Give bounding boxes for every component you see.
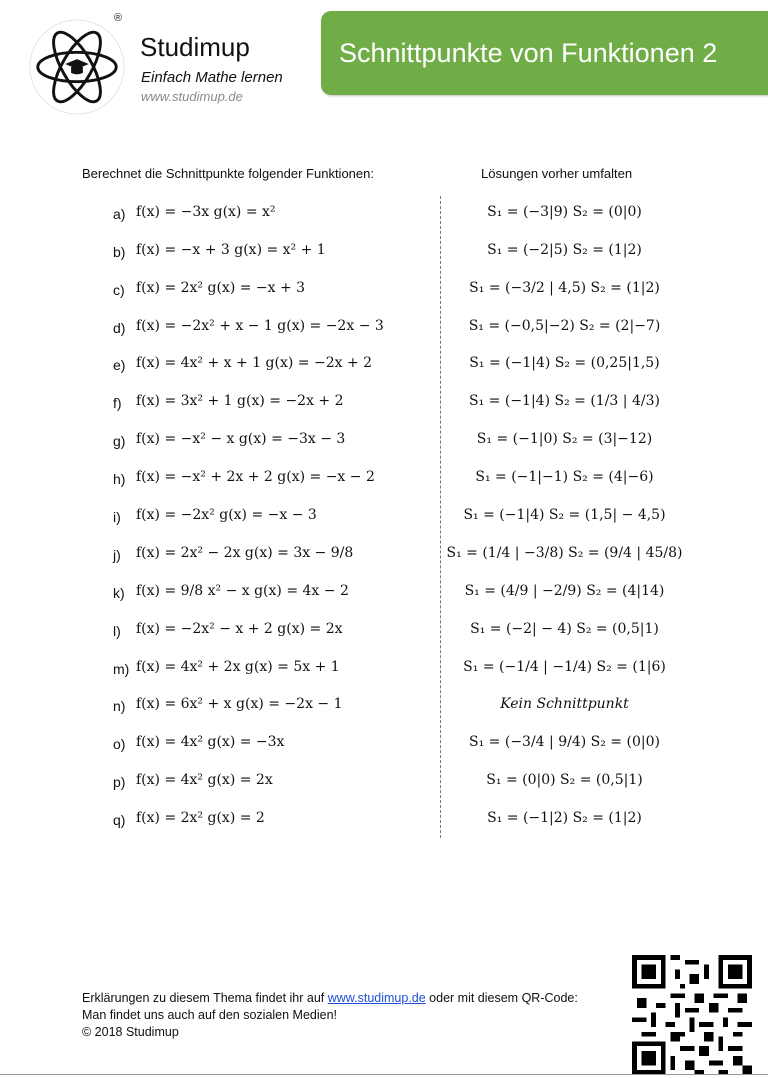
exercise-solution: S₁ = (−3/4 | 9/4) S₂ = (0|0) [469, 734, 660, 750]
exercise-functions: f(x) = 2x² − 2x g(x) = 3x − 9/8 [136, 545, 354, 561]
exercise-functions: f(x) = −2x² g(x) = −x − 3 [136, 507, 317, 523]
exercise-row [0, 465, 768, 495]
exercise-solution: S₁ = (4/9 | −2/9) S₂ = (4|14) [464, 583, 665, 599]
exercise-functions: f(x) = −x² − x g(x) = −3x − 3 [136, 431, 346, 447]
exercise-label: b) [113, 244, 126, 260]
exercise-row [0, 427, 768, 457]
tasks-heading: Berechnet die Schnittpunkte folgender Funktionen: [82, 166, 374, 181]
footer-copyright: © 2018 Studimup [82, 1025, 179, 1039]
exercise-solution: S₁ = (−1|0) S₂ = (3|−12) [476, 431, 653, 447]
exercise-solution: S₁ = (−1|4) S₂ = (1,5| − 4,5) [463, 507, 666, 523]
exercise-row [0, 389, 768, 419]
exercise-label: d) [113, 320, 126, 336]
exercise-row [0, 541, 768, 571]
exercise-label: a) [113, 206, 126, 222]
exercise-row [0, 768, 768, 798]
exercise-functions: f(x) = −x + 3 g(x) = x² + 1 [136, 242, 326, 258]
brand-name: Studimup [140, 32, 250, 62]
exercise-row [0, 655, 768, 685]
exercise-row [0, 692, 768, 722]
exercise-row [0, 617, 768, 647]
footer-text [82, 990, 578, 1041]
exercise-row [0, 200, 768, 230]
exercise-row [0, 314, 768, 344]
exercise-label: l) [113, 623, 121, 639]
exercise-row [0, 503, 768, 533]
exercise-solution: Kein Schnittpunkt [500, 696, 629, 712]
exercise-row [0, 351, 768, 381]
exercise-functions: f(x) = 4x² + x + 1 g(x) = −2x + 2 [136, 355, 373, 371]
exercise-solution: S₁ = (−0,5|−2) S₂ = (2|−7) [468, 318, 661, 334]
footer-suffix: oder mit diesem QR-Code: [425, 991, 578, 1005]
exercise-functions: f(x) = 2x² g(x) = −x + 3 [136, 280, 306, 296]
exercise-functions: f(x) = 3x² + 1 g(x) = −2x + 2 [136, 393, 344, 409]
exercise-functions: f(x) = 4x² g(x) = −3x [136, 734, 285, 750]
exercise-label: i) [113, 509, 121, 525]
exercise-solution: S₁ = (−3|9) S₂ = (0|0) [487, 204, 642, 220]
registered-mark: ® [114, 12, 123, 24]
exercise-functions: f(x) = −x² + 2x + 2 g(x) = −x − 2 [136, 469, 375, 485]
exercise-label: f) [113, 395, 122, 411]
exercise-functions: f(x) = 4x² g(x) = 2x [136, 772, 273, 788]
studimup-link[interactable]: www.studimup.de [327, 991, 426, 1005]
exercise-label: e) [113, 357, 126, 373]
footer-line-1 [82, 990, 578, 1007]
exercise-label: n) [113, 698, 126, 714]
exercise-label: p) [113, 774, 126, 790]
exercise-solution: S₁ = (−1/4 | −1/4) S₂ = (1|6) [463, 659, 666, 675]
solutions-heading: Lösungen vorher umfalten [481, 166, 633, 181]
exercise-solution: S₁ = (−1|4) S₂ = (1/3 | 4/3) [469, 393, 660, 409]
exercise-solution: S₁ = (0|0) S₂ = (0,5|1) [486, 772, 643, 788]
exercise-row [0, 238, 768, 268]
footer-line-2: Man findet uns auch auf den sozialen Medien! [82, 1008, 338, 1022]
exercise-functions: f(x) = −3x g(x) = x² [136, 204, 276, 220]
exercise-label: c) [113, 282, 125, 298]
exercise-label: m) [113, 661, 130, 677]
exercise-solution: S₁ = (−2|5) S₂ = (1|2) [487, 242, 642, 258]
exercise-label: q) [113, 812, 126, 828]
exercise-label: j) [113, 547, 121, 563]
exercise-solution: S₁ = (−2| − 4) S₂ = (0,5|1) [470, 621, 659, 637]
exercise-solution: S₁ = (−1|−1) S₂ = (4|−6) [475, 469, 654, 485]
qr-code[interactable] [632, 955, 752, 1075]
exercise-functions: f(x) = 2x² g(x) = 2 [136, 810, 265, 826]
exercise-solution: S₁ = (−1|2) S₂ = (1|2) [487, 810, 642, 826]
exercise-functions: f(x) = 4x² + 2x g(x) = 5x + 1 [136, 659, 340, 675]
exercise-solution: S₁ = (−3/2 | 4,5) S₂ = (1|2) [469, 280, 660, 296]
brand-tagline: Einfach Mathe lernen [141, 69, 283, 86]
exercise-label: k) [113, 585, 125, 601]
exercise-row [0, 730, 768, 760]
page-title: Schnittpunkte von Funktionen 2 [321, 11, 768, 95]
brand-url: www.studimup.de [141, 89, 243, 104]
exercise-row [0, 579, 768, 609]
exercise-functions: f(x) = −2x² + x − 1 g(x) = −2x − 3 [136, 318, 384, 334]
exercise-solution: S₁ = (1/4 | −3/8) S₂ = (9/4 | 45/8) [446, 545, 683, 561]
studimup-logo [28, 18, 126, 116]
exercise-functions: f(x) = −2x² − x + 2 g(x) = 2x [136, 621, 343, 637]
exercise-row [0, 806, 768, 836]
exercise-row [0, 276, 768, 306]
footer-prefix: Erklärungen zu diesem Thema findet ihr auf [82, 991, 328, 1005]
exercise-label: g) [113, 433, 126, 449]
bottom-rule [0, 1074, 768, 1075]
exercise-label: h) [113, 471, 126, 487]
exercise-solution: S₁ = (−1|4) S₂ = (0,25|1,5) [469, 355, 660, 371]
exercise-functions: f(x) = 6x² + x g(x) = −2x − 1 [136, 696, 343, 712]
exercise-label: o) [113, 736, 126, 752]
exercise-functions: f(x) = 9/8 x² − x g(x) = 4x − 2 [136, 583, 349, 599]
